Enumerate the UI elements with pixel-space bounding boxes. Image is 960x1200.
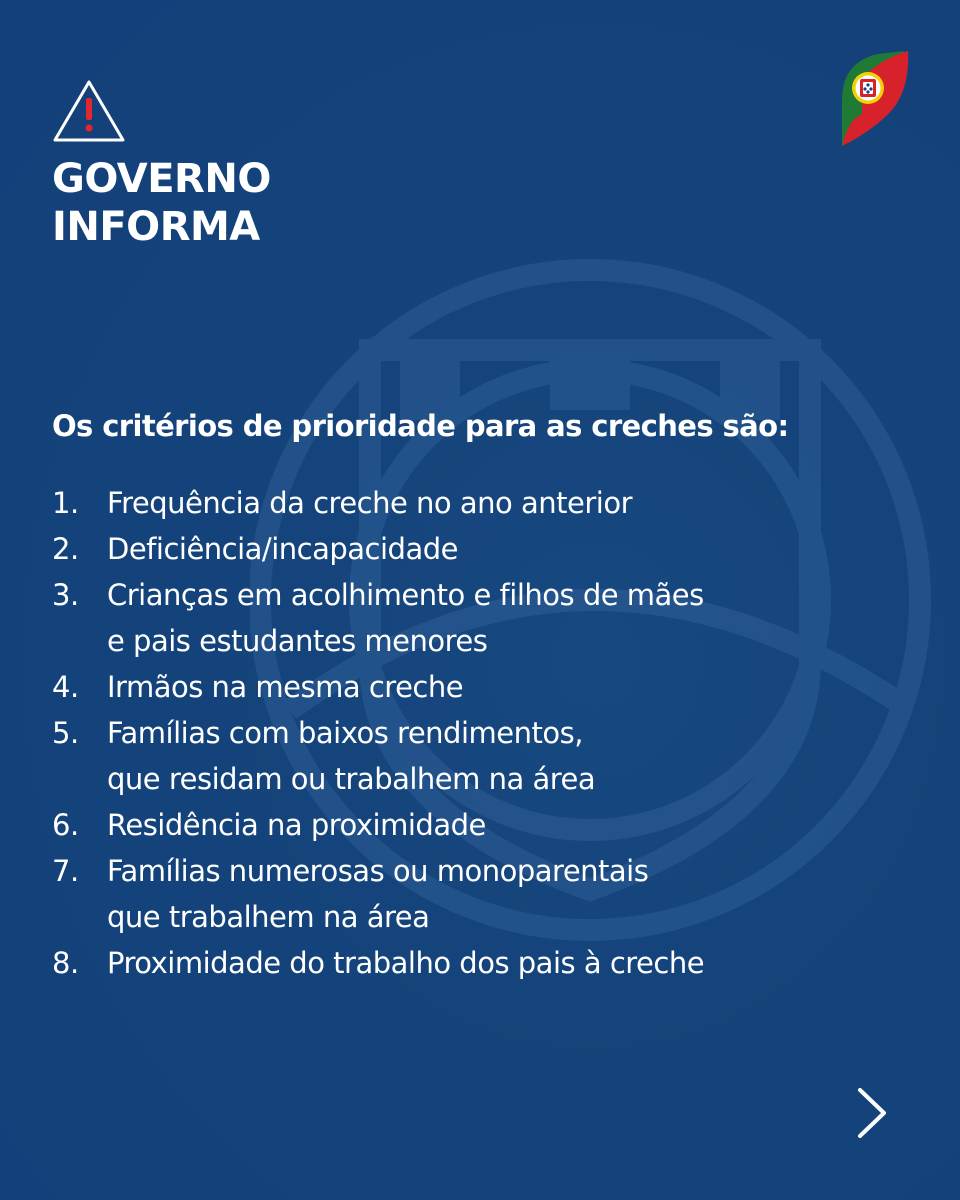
brand-title-line-2: INFORMA [52, 204, 260, 250]
criteria-item [52, 526, 912, 572]
criteria-item-text [107, 940, 912, 986]
criteria-item-line: Irmãos na mesma creche [107, 670, 464, 704]
criteria-item-line: Residência na proximidade [107, 808, 486, 842]
criteria-item-line: Deficiência/incapacidade [107, 532, 458, 566]
criteria-item-line: que residam ou trabalhem na área [107, 762, 596, 796]
criteria-item [52, 710, 912, 802]
criteria-item-text [107, 526, 912, 572]
criteria-item [52, 664, 912, 710]
criteria-list [52, 480, 912, 986]
criteria-item [52, 848, 912, 940]
criteria-item-line: Famílias numerosas ou monoparentais [107, 854, 649, 888]
brand-title-line-1: GOVERNO [52, 156, 271, 202]
criteria-item-text [107, 848, 912, 940]
criteria-item-number: 7. [52, 854, 79, 888]
criteria-item-number: 2. [52, 532, 79, 566]
criteria-item [52, 480, 912, 526]
criteria-item [52, 572, 912, 664]
brand-title [52, 155, 271, 251]
criteria-item-line: Crianças em acolhimento e filhos de mães [107, 578, 704, 612]
criteria-item-text [107, 710, 912, 802]
criteria-item-line: Famílias com baixos rendimentos, [107, 716, 583, 750]
criteria-item-number: 6. [52, 808, 79, 842]
portugal-government-logo [838, 48, 910, 154]
criteria-heading: Os critérios de prioridade para as creches são: [52, 409, 789, 443]
criteria-item [52, 802, 912, 848]
criteria-item-text [107, 664, 912, 710]
criteria-item-number: 1. [52, 486, 79, 520]
criteria-item-number: 3. [52, 578, 79, 612]
chevron-right-icon[interactable] [852, 1084, 892, 1142]
warning-triangle-icon [52, 78, 126, 144]
criteria-item-text [107, 572, 912, 664]
criteria-item-line: Frequência da creche no ano anterior [107, 486, 633, 520]
criteria-item-line: e pais estudantes menores [107, 624, 488, 658]
criteria-item-number: 8. [52, 946, 79, 980]
criteria-item-number: 4. [52, 670, 79, 704]
criteria-item [52, 940, 912, 986]
criteria-item-text [107, 802, 912, 848]
criteria-item-line: Proximidade do trabalho dos pais à creche [107, 946, 705, 980]
criteria-item-number: 5. [52, 716, 79, 750]
criteria-item-text [107, 480, 912, 526]
criteria-item-line: que trabalhem na área [107, 900, 430, 934]
